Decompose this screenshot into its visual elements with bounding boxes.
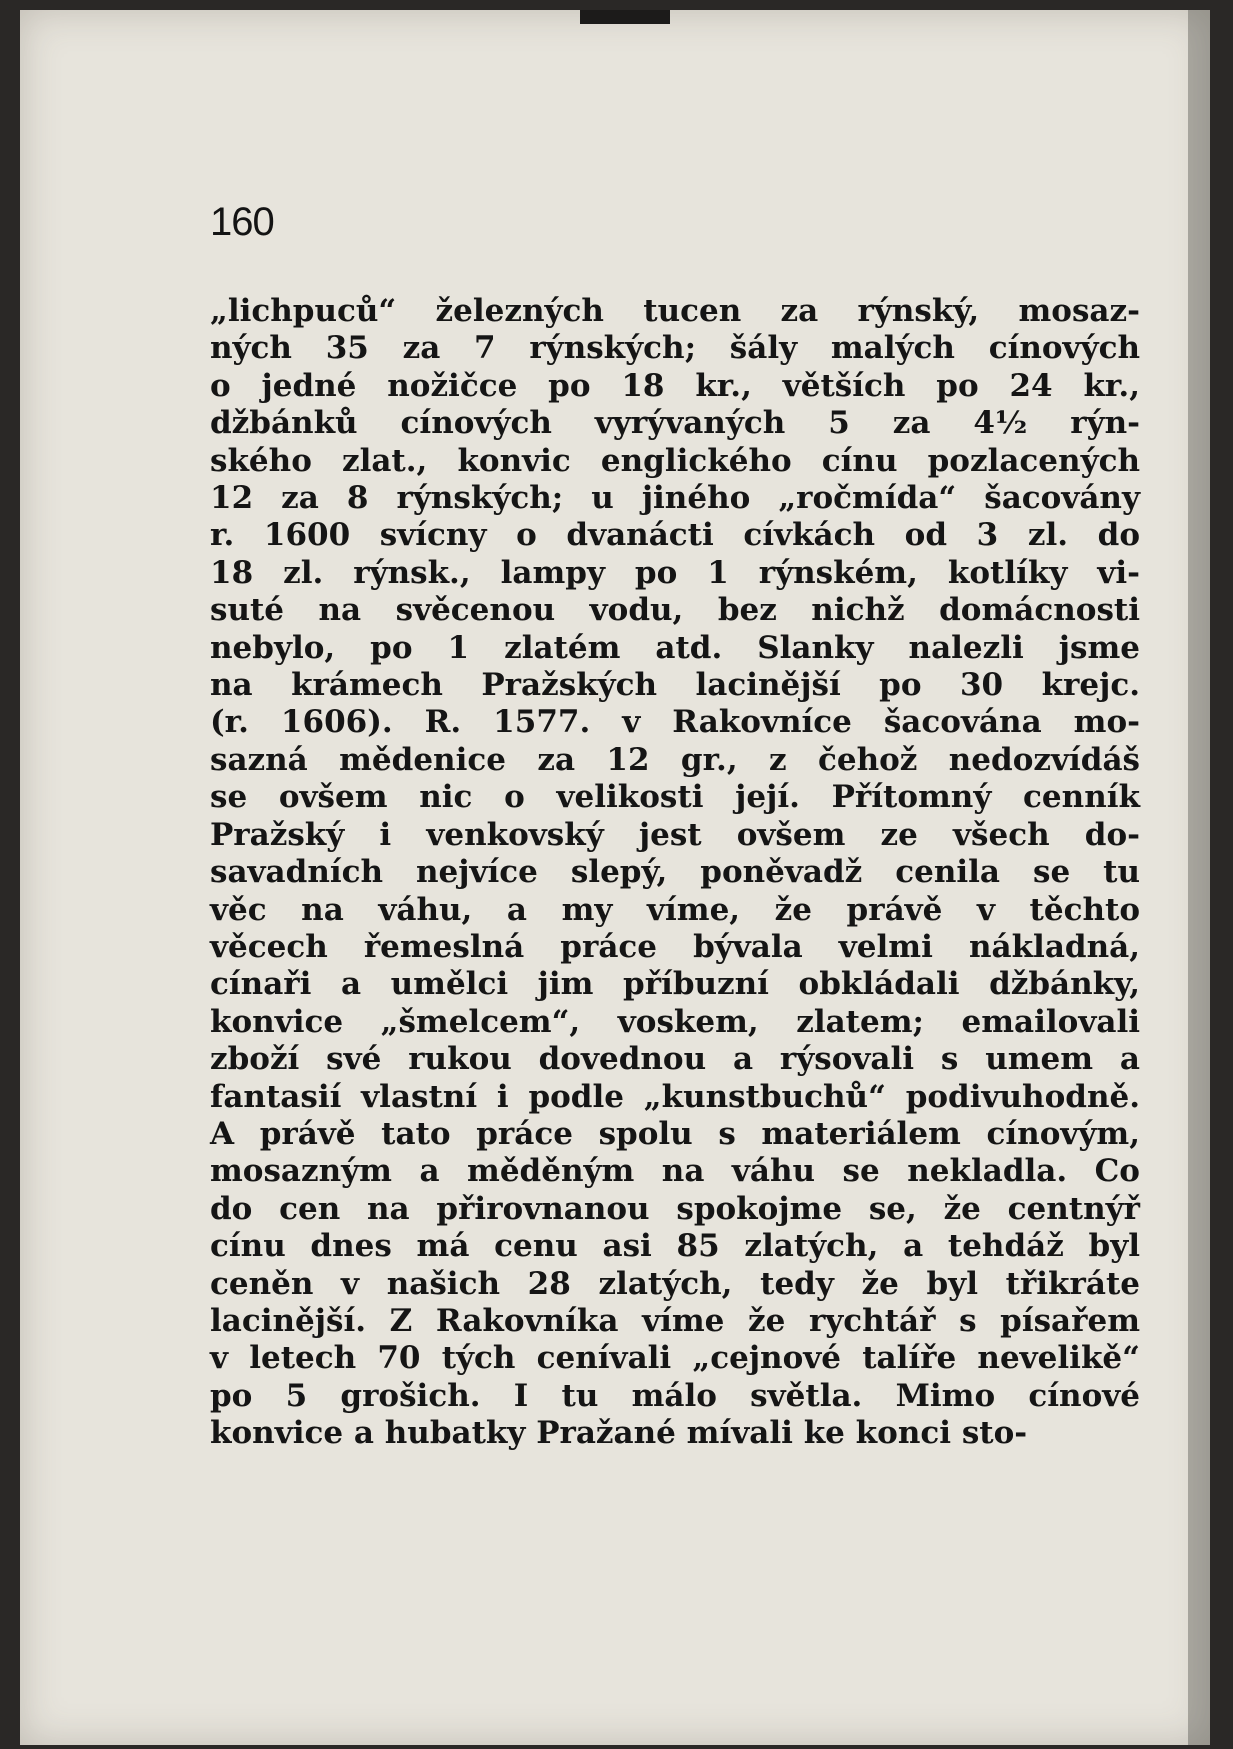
text-line: sazná mědenice za 12 gr., z čehož nedozvídáš — [210, 741, 1140, 778]
text-line: konvice „šmelcem“, voskem, zlatem; emailovali — [210, 1003, 1140, 1040]
text-line: „lichpuců“ železných tucen za rýnský, mosaz- — [210, 293, 1140, 329]
text-line: ných 35 za 7 rýnských; šály malých cínových — [210, 330, 1140, 367]
text-line: nebylo, po 1 zlatém atd. Slanky nalezli jsme — [210, 629, 1140, 666]
body-text — [210, 293, 1140, 1453]
text-line: se ovšem nic o velikosti její. Přítomný cenník — [210, 779, 1140, 816]
text-line: cínaři a umělci jim příbuzní obkládali džbánky, — [210, 966, 1140, 1003]
text-line: lacinější. Z Rakovníka víme že rychtář s písařem — [210, 1302, 1140, 1339]
text-line: mosazným a měděným na váhu se nekladla. Co — [210, 1153, 1140, 1190]
text-line: r. 1600 svícny o dvanácti cívkách od 3 zl. do — [210, 517, 1140, 554]
text-line: ceněn v našich 28 zlatých, tedy že byl třikráte — [210, 1265, 1140, 1302]
scan-edge-mark — [1188, 10, 1210, 1745]
text-line: savadních nejvíce slepý, poněvadž cenila se tu — [210, 854, 1140, 891]
text-line: džbánků cínových vyrývaných 5 za 4½ rýn- — [210, 405, 1140, 442]
page-number: 160 — [210, 200, 274, 244]
text-line: A právě tato práce spolu s materiálem cínovým, — [210, 1115, 1140, 1152]
text-line: konvice a hubatky Pražané mívali ke konci sto- — [210, 1415, 1028, 1452]
text-line: v letech 70 tých cenívali „cejnové talíře nevelikě“ — [210, 1340, 1140, 1377]
text-line: o jedné nožičce po 18 kr., větších po 24 kr., — [210, 367, 1140, 404]
text-line: suté na svěcenou vodu, bez nichž domácnosti — [210, 592, 1140, 629]
text-line: ského zlat., konvic englického cínu pozlacených — [210, 442, 1140, 479]
scan-edge-mark — [580, 10, 670, 24]
text-line: na krámech Pražských lacinější po 30 krejc. — [210, 667, 1140, 704]
text-line: (r. 1606). R. 1577. v Rakovníce šacována mo- — [210, 704, 1140, 741]
text-line: po 5 grošich. I tu málo světla. Mimo cínové — [210, 1377, 1140, 1414]
text-line: 12 za 8 rýnských; u jiného „ročmída“ šacovány — [210, 480, 1140, 517]
book-page — [20, 10, 1210, 1745]
text-line: věcech řemeslná práce bývala velmi nákladná, — [210, 928, 1140, 965]
text-line: do cen na přirovnanou spokojme se, že centnýř — [210, 1190, 1140, 1227]
text-line: cínu dnes má cenu asi 85 zlatých, a tehdáž byl — [210, 1228, 1140, 1265]
text-line: věc na váhu, a my víme, že právě v těchto — [210, 891, 1140, 928]
text-line: zboží své rukou dovednou a rýsovali s umem a — [210, 1041, 1140, 1078]
text-line: 18 zl. rýnsk., lampy po 1 rýnském, kotlíky vi- — [210, 554, 1140, 591]
text-line: fantasií vlastní i podle „kunstbuchů“ podivuhodně. — [210, 1078, 1140, 1115]
text-line: Pražský i venkovský jest ovšem ze všech do- — [210, 816, 1140, 853]
